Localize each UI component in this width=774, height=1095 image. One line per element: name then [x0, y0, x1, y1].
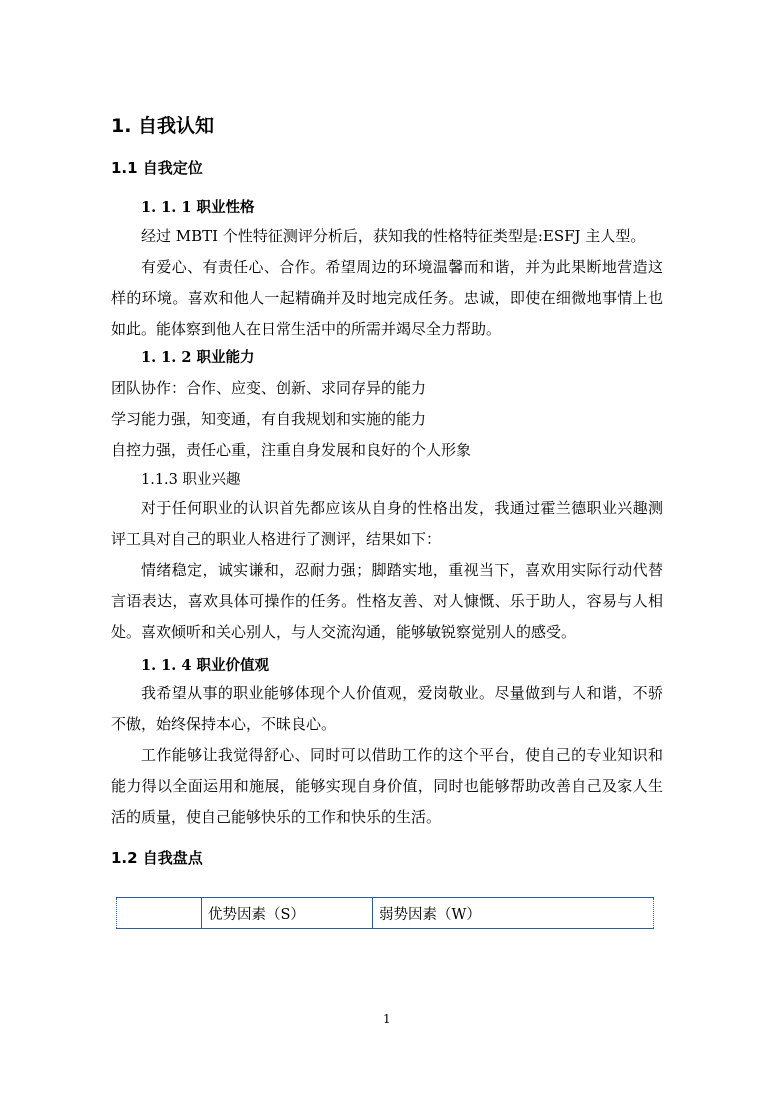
table-row	[117, 898, 654, 929]
table-header-strengths: 优势因素（S）	[202, 898, 373, 929]
table-header-weaknesses: 弱势因素（W）	[373, 898, 654, 929]
subsection-1-1-2-heading: 1. 1. 2 职业能力	[141, 349, 255, 366]
ability-line-1: 团队协作：合作、应变、创新、求同存异的能力	[111, 379, 427, 397]
section-1-heading: 1. 自我认知	[111, 115, 215, 137]
mbti-result-line: 经过 MBTI 个性特征测评分析后，获知我的性格特征类型是:ESFJ 主人型。	[141, 227, 646, 245]
values-paragraph-1: 我希望从事的职业能够体现个人价值观，爱岗敬业。尽量做到与人和谐，不骄不傲，始终保持本心，不昧良心。	[111, 684, 663, 733]
subsection-1-1-4-heading: 1. 1. 4 职业价值观	[141, 657, 270, 674]
swot-table	[116, 897, 654, 929]
page-number: 1	[383, 1012, 391, 1026]
values-paragraph-2: 工作能够让我觉得舒心、同时可以借助工作的这个平台，使自己的专业知识和能力得以全面运用和施展，能够实现自身价值，同时也能够帮助改善自己及家人生活的质量，使自己能够快乐的工作和快乐的生活。	[111, 746, 663, 826]
interest-paragraph-1: 对于任何职业的认识首先都应该从自身的性格出发，我通过霍兰德职业兴趣测评工具对自己的职业人格进行了测评，结果如下：	[111, 499, 663, 548]
interest-paragraph-2: 情绪稳定，诚实谦和，忍耐力强；脚踏实地，重视当下，喜欢用实际行动代替言语表达，喜欢具体可操作的任务。性格友善、对人慷慨、乐于助人，容易与人相处。喜欢倾听和关心别人，与人交流沟通，能够敏锐察觉别人的感受。	[111, 561, 663, 641]
ability-line-2: 学习能力强，知变通，有自我规划和实施的能力	[111, 410, 427, 428]
ability-line-3: 自控力强，责任心重，注重自身发展和良好的个人形象	[111, 441, 472, 459]
personality-paragraph: 有爱心、有责任心、合作。希望周边的环境温馨而和谐，并为此果断地营造这样的环境。喜欢和他人一起精确并及时地完成任务。忠诚，即使在细微地事情上也如此。能体察到他人在日常生活中的所需并竭尽全力帮助。	[111, 258, 663, 338]
section-1-2-heading: 1.2 自我盘点	[111, 849, 203, 867]
subsection-1-1-1-heading: 1. 1. 1 职业性格	[141, 199, 255, 216]
section-1-1-heading: 1.1 自我定位	[111, 159, 203, 177]
table-cell-empty	[117, 898, 202, 929]
subsection-1-1-3-heading: 1.1.3 职业兴趣	[141, 472, 241, 488]
